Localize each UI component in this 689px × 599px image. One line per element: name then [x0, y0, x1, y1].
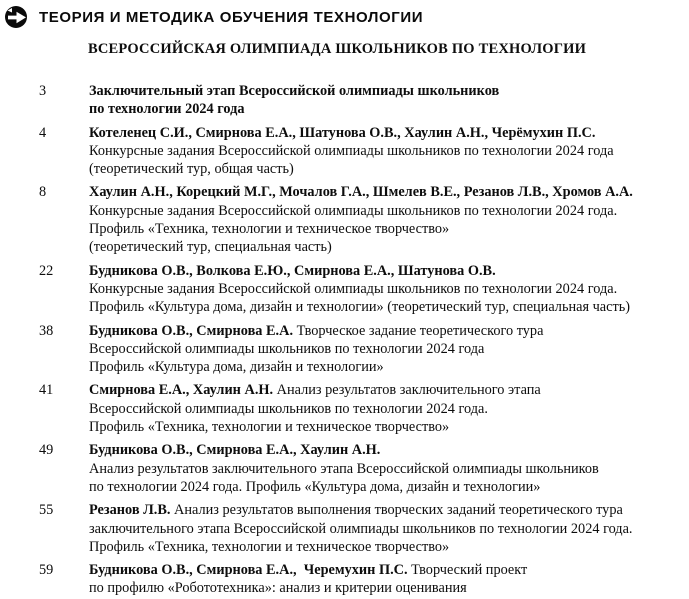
- toc-entry: [0, 124, 689, 179]
- toc-entry: [0, 262, 689, 317]
- entry-regular-text: Творческий проект: [407, 562, 528, 579]
- entry-text: [89, 501, 689, 556]
- entry-line: [89, 340, 689, 358]
- entry-text: [89, 561, 689, 598]
- entry-regular-text: Анализ результатов выполнения творческих заданий теоретического тура: [170, 502, 623, 519]
- entry-line: [89, 579, 689, 597]
- entry-line: [89, 358, 689, 376]
- page-number: 4: [39, 124, 47, 141]
- toc-list: [0, 82, 689, 598]
- entry-bold-text: по технологии 2024 года: [89, 101, 245, 118]
- entry-regular-text: (теоретический тур, общая часть): [89, 161, 294, 178]
- entry-bold-text: Котеленец С.И., Смирнова Е.А., Шатунова О.В., Хаулин А.Н., Черёмухин П.С.: [89, 124, 596, 141]
- entry-regular-text: Анализ результатов заключительного этапа Всероссийской олимпиады школьников: [89, 460, 599, 477]
- entry-line: [89, 238, 689, 256]
- entry-bold-text: Заключительный этап Всероссийской олимпиады школьников: [89, 83, 500, 99]
- entry-bold-text: Хаулин А.Н., Корецкий М.Г., Мочалов Г.А., Шмелев В.Е., Резанов Л.В., Хромов А.А.: [89, 184, 633, 201]
- entry-regular-text: Анализ результатов заключительного этапа: [273, 382, 541, 399]
- entry-line: [89, 478, 689, 496]
- entry-regular-text: Профиль «Культура дома, дизайн и технологии» (теоретический тур, специальная часть): [89, 299, 631, 316]
- entry-regular-text: Профиль «Техника, технологии и техническое творчество»: [89, 419, 450, 436]
- entry-text: [89, 124, 689, 179]
- entry-bold-text: Будникова О.В., Смирнова Е.А.: [89, 322, 294, 339]
- entry-line: [89, 142, 689, 160]
- entry-bold-text: Будникова О.В., Смирнова Е.А., Хаулин А.Н.: [89, 442, 381, 459]
- page-number: 38: [39, 322, 54, 339]
- entry-regular-text: Конкурсные задания Всероссийской олимпиады школьников по технологии 2024 года.: [89, 202, 618, 219]
- page-number: 41: [39, 382, 54, 399]
- entry-line: [89, 561, 689, 579]
- toc-entry: [0, 441, 689, 496]
- entry-regular-text: Всероссийской олимпиады школьников по технологии 2024 года.: [89, 400, 488, 417]
- entry-regular-text: Конкурсные задания Всероссийской олимпиады школьников по технологии 2024 года.: [89, 280, 618, 297]
- entry-regular-text: по технологии 2024 года. Профиль «Культура дома, дизайн и технологии»: [89, 478, 541, 495]
- entry-line: [89, 160, 689, 178]
- entry-regular-text: (теоретический тур, специальная часть): [89, 239, 332, 256]
- entry-line: [89, 280, 689, 298]
- toc-entry: [0, 82, 689, 119]
- entry-line: [89, 183, 689, 201]
- page-number: 3: [39, 83, 47, 99]
- entry-text: [89, 183, 689, 256]
- entry-regular-text: Профиль «Техника, технологии и техническое творчество»: [89, 538, 450, 555]
- entry-text: [89, 322, 689, 377]
- page-number: 8: [39, 184, 47, 201]
- entry-regular-text: Профиль «Культура дома, дизайн и технологии»: [89, 359, 384, 376]
- page-subtitle: ВСЕРОССИЙСКАЯ ОЛИМПИАДА ШКОЛЬНИКОВ ПО ТЕХНОЛОГИИ: [88, 41, 587, 57]
- entry-regular-text: Профиль «Техника, технологии и техническое творчество»: [89, 221, 450, 238]
- entry-text: [89, 82, 689, 119]
- circular-arrow-icon: [5, 6, 27, 28]
- toc-entry: [0, 501, 689, 556]
- entry-line: [89, 400, 689, 418]
- entry-regular-text: по профилю «Робототехника»: анализ и критерии оценивания: [89, 580, 467, 597]
- entry-regular-text: Творческое задание теоретического тура: [293, 322, 544, 339]
- entry-line: [89, 538, 689, 556]
- entry-regular-text: Всероссийской олимпиады школьников по технологии 2024 года: [89, 340, 485, 357]
- entry-line: [89, 501, 689, 519]
- toc-entry: [0, 381, 689, 436]
- page-number: 59: [39, 562, 54, 579]
- section-title: ТЕОРИЯ И МЕТОДИКА ОБУЧЕНИЯ ТЕХНОЛОГИИ: [39, 8, 424, 26]
- entry-text: [89, 381, 689, 436]
- page-number: 22: [39, 262, 54, 279]
- entry-line: [89, 418, 689, 436]
- entry-line: [89, 202, 689, 220]
- toc-entry: [0, 183, 689, 256]
- masthead: [0, 0, 689, 29]
- entry-line: [89, 262, 689, 280]
- entry-text: [89, 441, 689, 496]
- entry-line: [89, 82, 689, 100]
- entry-line: [89, 298, 689, 316]
- toc-entry: [0, 322, 689, 377]
- entry-line: [89, 441, 689, 459]
- entry-line: [89, 124, 689, 142]
- entry-bold-text: Резанов Л.В.: [89, 502, 171, 519]
- entry-text: [89, 262, 689, 317]
- page-number: 55: [39, 502, 54, 519]
- entry-regular-text: Конкурсные задания Всероссийской олимпиады школьников по технологии 2024 года: [89, 142, 614, 159]
- toc-entry: [0, 561, 689, 598]
- entry-bold-text: Смирнова Е.А., Хаулин А.Н.: [89, 382, 274, 399]
- entry-line: [89, 220, 689, 238]
- entry-bold-text: Будникова О.В., Смирнова Е.А., Черемухин П.С.: [89, 562, 408, 579]
- entry-line: [89, 322, 689, 340]
- entry-line: [89, 520, 689, 538]
- entry-bold-text: Будникова О.В., Волкова Е.Ю., Смирнова Е.А., Шатунова О.В.: [89, 262, 496, 279]
- entry-line: [89, 100, 689, 118]
- page-number: 49: [39, 442, 54, 459]
- entry-line: [89, 381, 689, 399]
- entry-regular-text: заключительного этапа Всероссийской олимпиады школьников по технологии 2024 года.: [89, 520, 633, 537]
- entry-line: [89, 460, 689, 478]
